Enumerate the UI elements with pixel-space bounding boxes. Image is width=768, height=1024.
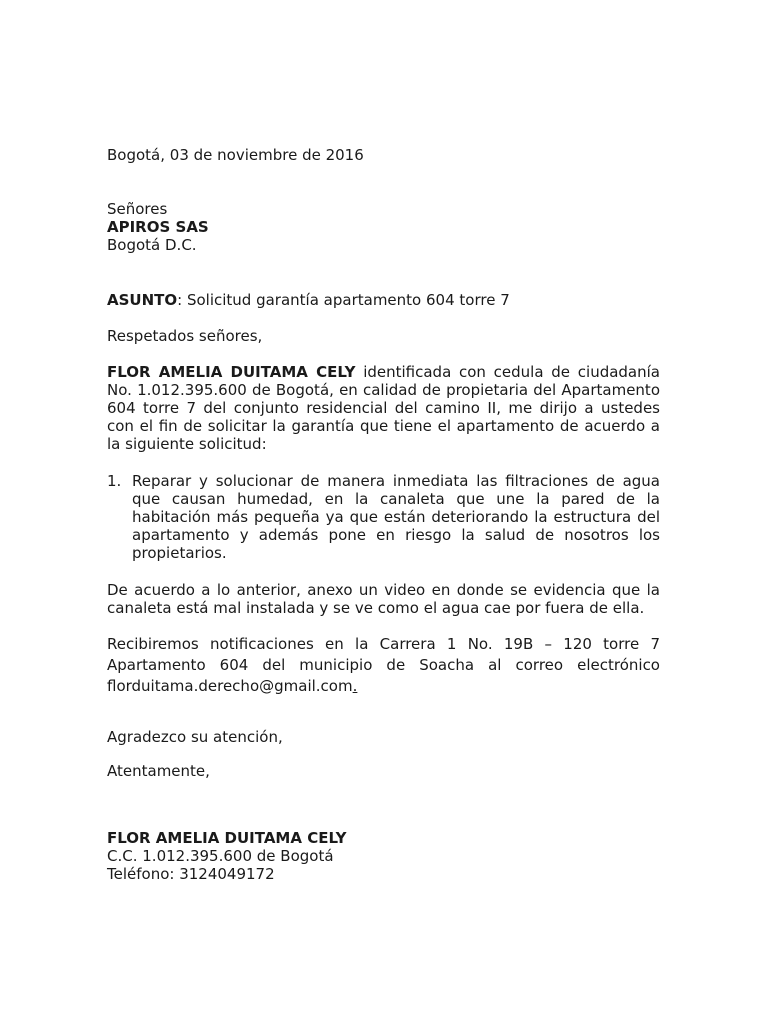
request-item-text: Reparar y solucionar de manera inmediata las filtraciones de agua que causan humedad, en la canaleta que une la pared de la habitación más pequeña ya que están deteriorando la estructura del apartamento y además pone en riesgo la salud de nosotros los propietarios. [132,472,660,562]
signature-block [107,829,660,883]
evidence-paragraph: De acuerdo a lo anterior, anexo un video en donde se evidencia que la canaleta está mal instalada y se ve como el agua cae por fuera de ella. [107,581,660,617]
notifications-trailing-dot: . [352,677,358,695]
signature-id: C.C. 1.012.395.600 de Bogotá [107,847,334,865]
notifications-line-1: Recibiremos notificaciones en la Carrera 1 No. 19B – 120 torre 7 [107,635,660,653]
request-list-item [107,472,660,562]
closing-line: Atentamente, [107,762,210,780]
notifications-line-2: Apartamento 604 del municipio de Soacha al correo electrónico [107,656,660,674]
greeting: Respetados señores, [107,327,263,345]
signature-name: FLOR AMELIA DUITAMA CELY [107,829,347,847]
recipient-salutation: Señores [107,200,168,218]
recipient-company: APIROS SAS [107,218,209,236]
signature-phone: Teléfono: 3124049172 [107,865,275,883]
notifications-email: florduitama.derecho@gmail.com [107,677,353,695]
request-item-number: 1. [107,472,122,490]
thanks-line: Agradezco su atención, [107,728,283,746]
letter-date: Bogotá, 03 de noviembre de 2016 [107,146,364,164]
recipient-block [107,200,660,254]
subject-text: : Solicitud garantía apartamento 604 torre 7 [177,291,510,309]
intro-paragraph [107,363,660,453]
subject-line [107,291,660,309]
subject-label: ASUNTO [107,291,178,309]
intro-text: identificada con cedula de ciudadanía No. 1.012.395.600 de Bogotá, en calidad de propietaria del Apartamento 604 torre 7 del conjunto residencial del camino II, me dirijo a ustedes con el fin de solicitar la garantía que tiene el apartamento de acuerdo a la siguiente solicitud: [107,363,660,453]
intro-name: FLOR AMELIA DUITAMA CELY [107,363,356,381]
notifications-paragraph [107,634,660,697]
recipient-city: Bogotá D.C. [107,236,197,254]
